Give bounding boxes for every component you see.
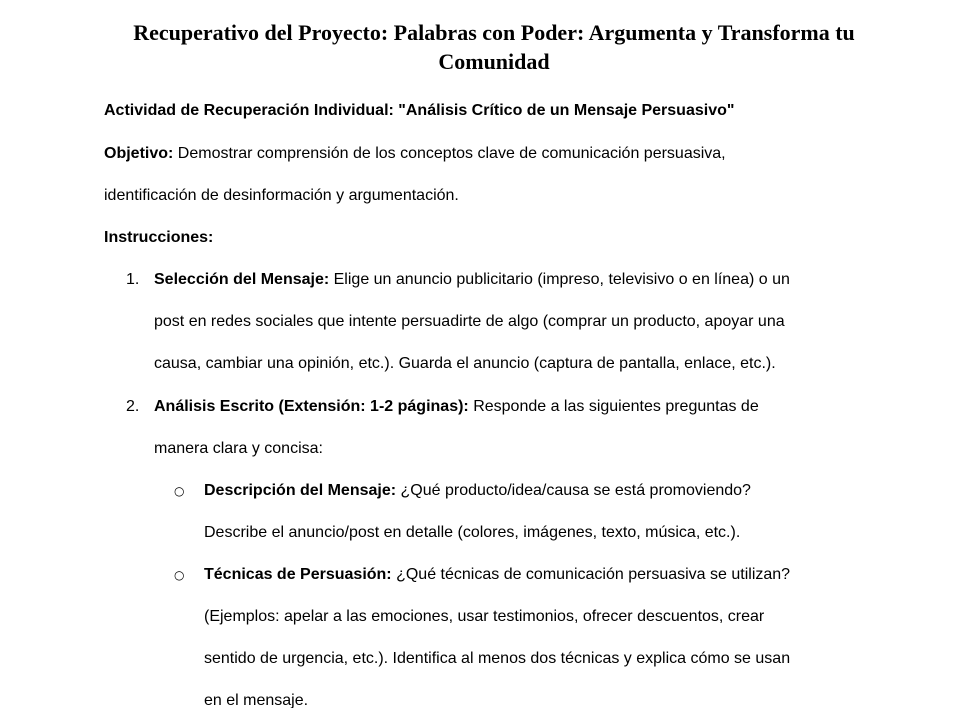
item-1-line-2: post en redes sociales que intente persuadirte de algo (comprar un producto, apoyar una [154,313,785,330]
objective-text-1: Demostrar comprensión de los conceptos clave de comunicación persuasiva, [173,145,726,162]
list-number-1: 1. [126,271,140,288]
subitem-2-text-1: ¿Qué técnicas de comunicación persuasiva se utilizan? [391,566,791,583]
instructions-label: Instrucciones: [104,229,214,246]
item-2-label: Análisis Escrito (Extensión: 1-2 páginas): [154,398,469,415]
title-line-2: Comunidad [438,49,550,74]
hollow-circle-bullet-icon: ○ [174,568,185,582]
subitem-1-line-1 [204,481,751,501]
item-1-line-1 [154,270,790,290]
item-2-text-1: Responde a las siguientes preguntas de [468,398,759,415]
item-2-line-1 [154,397,759,417]
item-2-line-2: manera clara y concisa: [154,440,323,457]
document-title [60,18,928,76]
title-line-1: Recuperativo del Proyecto: Palabras con Poder: Argumenta y Transforma tu [133,20,855,45]
subitem-1-line-2: Describe el anuncio/post en detalle (colores, imágenes, texto, música, etc.). [204,524,741,541]
subitem-2-label: Técnicas de Persuasión: [204,566,392,583]
subitem-2-line-1 [204,565,790,585]
subitem-2-line-2: (Ejemplos: apelar a las emociones, usar testimonios, ofrecer descuentos, crear [204,608,765,625]
objective-line-1 [104,144,726,164]
subitem-2-line-4: en el mensaje. [204,692,309,708]
hollow-circle-bullet-icon: ○ [174,484,185,498]
subitem-1-label: Descripción del Mensaje: [204,482,397,499]
list-number-2: 2. [126,398,140,415]
item-1-label: Selección del Mensaje: [154,271,330,288]
item-1-line-3: causa, cambiar una opinión, etc.). Guarda el anuncio (captura de pantalla, enlace, etc.). [154,355,776,372]
subitem-1-text-1: ¿Qué producto/idea/causa se está promoviendo? [396,482,751,499]
item-1-text-1: Elige un anuncio publicitario (impreso, televisivo o en línea) o un [329,271,790,288]
subitem-2-line-3: sentido de urgencia, etc.). Identifica al menos dos técnicas y explica cómo se usan [204,650,791,667]
activity-heading: Actividad de Recuperación Individual: "Análisis Crítico de un Mensaje Persuasivo" [104,102,735,119]
objective-label: Objetivo: [104,145,174,162]
objective-line-2: identificación de desinformación y argumentación. [104,187,459,204]
